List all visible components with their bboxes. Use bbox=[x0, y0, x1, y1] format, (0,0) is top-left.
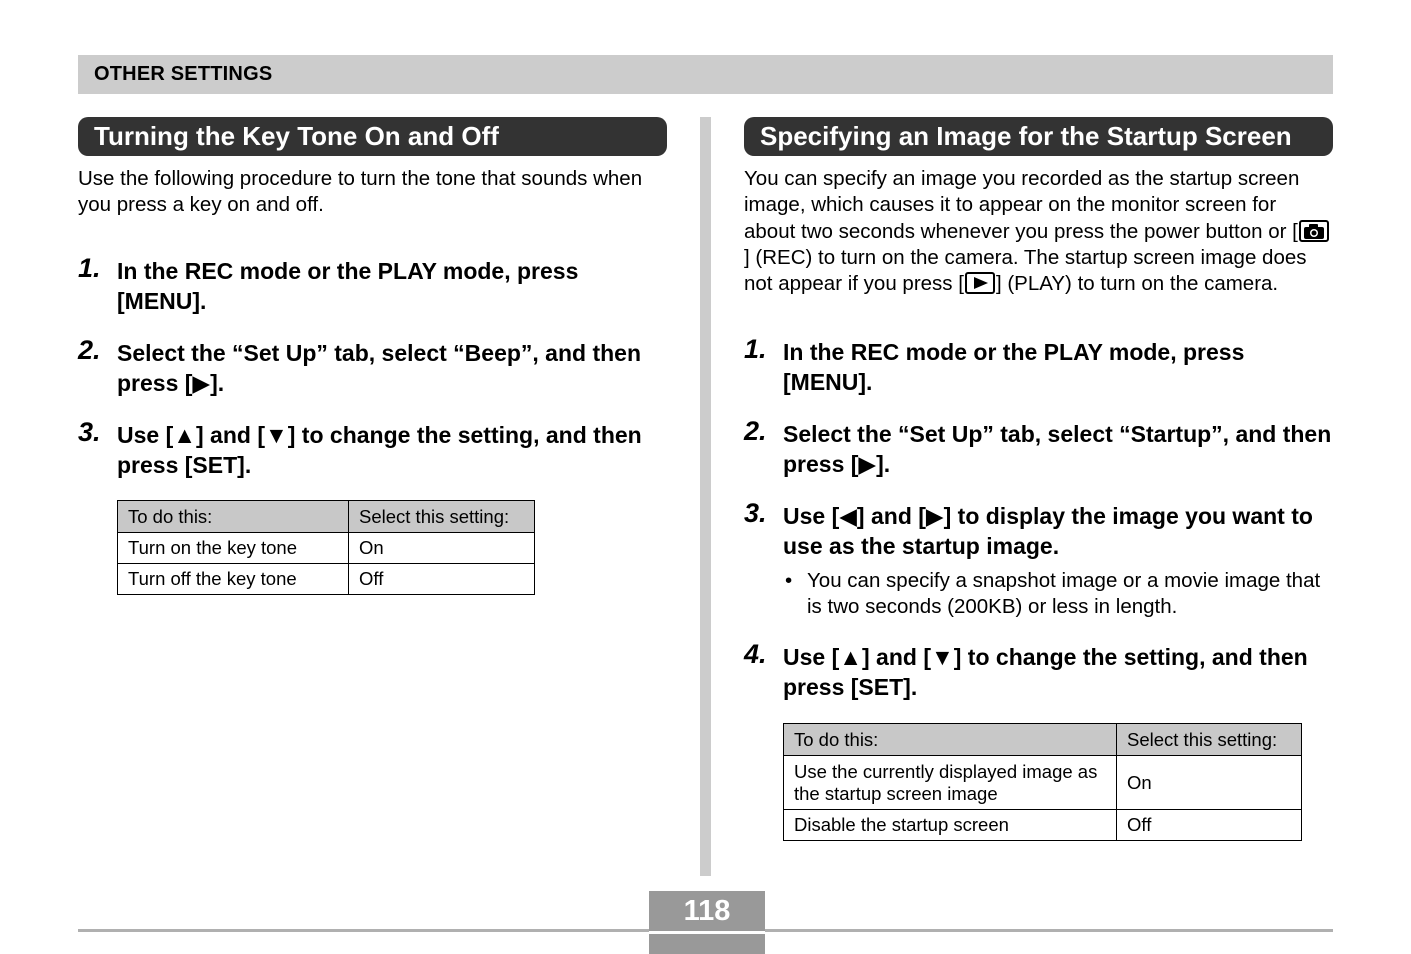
right-steps bbox=[744, 334, 1333, 702]
right-intro bbox=[744, 166, 1333, 297]
step-item bbox=[78, 335, 667, 398]
column-divider bbox=[700, 117, 711, 876]
step-bullet bbox=[783, 568, 1333, 620]
intro-text: You can specify an image you recorded as the startup screen image, which causes it to appear on the monitor screen for about two seconds whenever you press the power button or [ bbox=[744, 167, 1300, 243]
table-cell: On bbox=[1117, 756, 1302, 810]
table-cell: Turn on the key tone bbox=[118, 533, 349, 564]
header-title: OTHER SETTINGS bbox=[94, 63, 273, 85]
step-item bbox=[744, 334, 1333, 397]
step-text: Use [▲] and [▼] to change the setting, and then press [SET]. bbox=[783, 644, 1308, 701]
step-text: In the REC mode or the PLAY mode, press [MENU]. bbox=[117, 258, 579, 314]
startup-settings-table bbox=[783, 723, 1302, 841]
table-row bbox=[118, 533, 535, 564]
step-number: 3. bbox=[744, 498, 767, 529]
table-cell: Use the currently displayed image as the startup screen image bbox=[784, 756, 1117, 810]
table-cell: Off bbox=[349, 564, 535, 595]
page-number-separator bbox=[649, 931, 765, 934]
table-row bbox=[784, 756, 1302, 810]
left-steps bbox=[78, 253, 667, 480]
table-cell: Disable the startup screen bbox=[784, 810, 1117, 841]
camera-icon bbox=[1299, 220, 1329, 242]
step-item bbox=[744, 639, 1333, 702]
right-section-title: Specifying an Image for the Startup Screen bbox=[744, 117, 1333, 156]
step-text: Select the “Set Up” tab, select “Startup”, and then press [▶]. bbox=[783, 421, 1332, 478]
step-number: 1. bbox=[78, 253, 101, 283]
table-row bbox=[784, 810, 1302, 841]
table-header-row bbox=[118, 501, 535, 533]
step-number: 1. bbox=[744, 334, 767, 365]
left-column bbox=[78, 117, 667, 595]
table-cell: Turn off the key tone bbox=[118, 564, 349, 595]
step-text: In the REC mode or the PLAY mode, press [MENU]. bbox=[783, 339, 1245, 396]
step-item bbox=[744, 498, 1333, 620]
step-item bbox=[744, 416, 1333, 479]
step-number: 2. bbox=[744, 416, 767, 447]
step-text: Use [▲] and [▼] to change the setting, and then press [SET]. bbox=[117, 422, 642, 478]
table-cell: On bbox=[349, 533, 535, 564]
play-icon bbox=[965, 272, 995, 294]
intro-text: ] (REC) to turn on the camera. The startup screen image does not appear if you press [ bbox=[744, 245, 1307, 296]
table-header-row bbox=[784, 724, 1302, 756]
key-tone-settings-table bbox=[117, 500, 535, 595]
step-item bbox=[78, 253, 667, 316]
table-row bbox=[118, 564, 535, 595]
step-number: 4. bbox=[744, 639, 767, 670]
table-header-cell: Select this setting: bbox=[1117, 724, 1302, 756]
step-number: 3. bbox=[78, 417, 101, 447]
step-number: 2. bbox=[78, 335, 101, 365]
right-column bbox=[744, 117, 1333, 841]
step-item bbox=[78, 417, 667, 480]
left-section-title: Turning the Key Tone On and Off bbox=[78, 117, 667, 156]
bullet-dot: • bbox=[785, 569, 793, 593]
page-number-tab bbox=[649, 891, 765, 954]
table-header-cell: To do this: bbox=[118, 501, 349, 533]
step-text: Use [◀] and [▶] to display the image you want to use as the startup image. bbox=[783, 503, 1313, 560]
bullet-text: You can specify a snapshot image or a movie image that is two seconds (200KB) or less in length. bbox=[807, 569, 1321, 619]
table-cell: Off bbox=[1117, 810, 1302, 841]
table-header-cell: Select this setting: bbox=[349, 501, 535, 533]
page-header-bar bbox=[78, 55, 1333, 94]
intro-text: ] (PLAY) to turn on the camera. bbox=[995, 272, 1279, 296]
step-text: Select the “Set Up” tab, select “Beep”, and then press [▶]. bbox=[117, 340, 642, 396]
table-header-cell: To do this: bbox=[784, 724, 1117, 756]
left-intro: Use the following procedure to turn the tone that sounds when you press a key on and off. bbox=[78, 167, 643, 216]
page-number: 118 bbox=[683, 894, 731, 927]
